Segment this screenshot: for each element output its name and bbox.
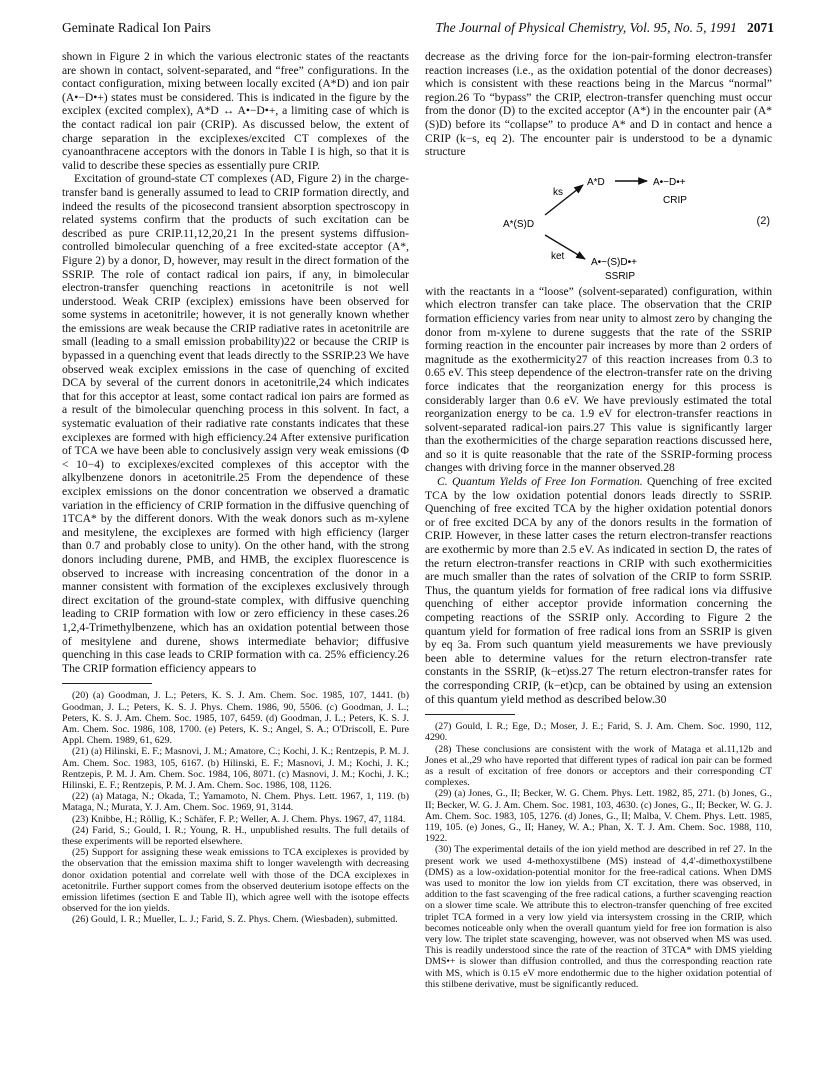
footnotes-left xyxy=(62,690,409,925)
rate-ks: ks xyxy=(553,186,563,198)
body-paragraph: shown in Figure 2 in which the various electronic states of the reactants are shown in contact, solvent-separated, and “free” configurations. In the contact configuration, mixing between locally excited (A*D) and ion pair (A•−D•+) states must be considered. This is indicated in the figure by the exciplex (excited complex), A*D ↔ A•−D•+, a limiting case of which is the contact radical ion pair (CRIP). As discussed below, the extent of charge separation in the exciplexes/excited CT complexes of the cyanoanthracene acceptors with the donors in Table I is high, so that it is valid to describe these species as essentially pure CRIP. xyxy=(62,50,409,172)
section-text: Quenching of free excited TCA by the low oxidation potential donors leads directly to SSRIP. Quenching of free excited TCA by the higher oxidation potential donors or of free excited DCA by any of the donors results in the formation of CRIP. However, in these latter cases the return electron-transfer reactions are exothermic by more than 2.5 eV. As indicated in section D, the rates of the return electron-transfer reactions in CRIP with such exothermicities are much smaller than the rates of solvation of the CRIP to form SSRIP. Thus, the quantum yields for formation of free radical ions via diffusive quenching of either acceptor provide information concerning the competing reactions of the SSRIP only. According to Figure 2 the quantum yield for formation of free radical ions from an SSRIP is given by eq 3a. From such quantum yield measurements we have previously been able to determine values for the return electron-transfer rate constants in the SSRIP, (k−et)ss.27 The return electron-transfer rates for the corresponding CRIP, (k−et)cp, can be obtained by using an extension of this quantum yield method as described below.30 xyxy=(425,475,772,706)
footnote: (30) The experimental details of the ion yield method are described in ref 27. In the present work we used 4-methoxystilbene (MS) instead of 4,4′-dimethoxystilbene (DMS) as a low-oxidation-potential monitor for the free-radical cations. When DMS was used to monitor the low ion yields from CT excitation, there was observed, in addition to the fast scavenging of the free radical cations, a further scavenging reaction on a slower time scale. We attribute this to electron-transfer quenching of free excited triplet TCA formed in a very low yield via intersystem crossing in the CRIP, which becomes noticeable only when the overall quantum yield for free ion formation is also very low. The triplet state scavenging, however, was not observed when MS was used. This is readily understood since the rate of the reaction of 3TCA* with DMS yielding DMS•+ is slower than diffusion controlled, and thus the corresponding reaction rate with MS, which is 0.15 eV more endothermic due to the higher oxidation potential of this stilbene derivative, must be significantly reduced. xyxy=(425,844,772,990)
journal-citation xyxy=(435,20,774,36)
right-column xyxy=(425,50,772,990)
footnote: (24) Farid, S.; Gould, I. R.; Young, R. H., unpublished results. The full details of these experiments will be reported elsewhere. xyxy=(62,824,409,847)
footnote: (29) (a) Jones, G., II; Becker, W. G. Chem. Phys. Lett. 1982, 85, 271. (b) Jones, G., II; Becker, W. G. J. Am. Chem. Soc. 1981, 103, 4630. (c) Jones, G., II; Becker, W. G. J. Am. Chem. Soc. 1983, 105, 1276. (d) Jones, G., II; Malba, V. Chem. Phys. Lett. 1985, 119, 105. (e) Jones, G., II; Haney, W. A.; Phan, X. T. J. Am. Chem. Soc. 1988, 110, 1922. xyxy=(425,788,772,845)
running-title: Geminate Radical Ion Pairs xyxy=(62,20,211,35)
footnote-rule xyxy=(425,714,515,715)
page-header xyxy=(62,20,774,40)
equation-number: (2) xyxy=(756,214,770,227)
section-heading: C. Quantum Yields of Free Ion Formation. xyxy=(437,475,643,489)
footnotes-right xyxy=(425,721,772,990)
scheme-upper-mid: A*D xyxy=(587,176,605,188)
footnote-rule xyxy=(62,683,152,684)
scheme-diagram xyxy=(425,163,745,281)
label-crip: CRIP xyxy=(663,194,687,206)
body-paragraph: with the reactants in a “loose” (solvent-separated) configuration, within which electron transfer can take place. The observation that the CRIP formation efficiency varies from near unity to almost zero by changing the donor from m-xylene to durene suggests that the rate of the SSRIP forming reaction in the encounter pair increases by more than 2 orders of magnitude as the exothermicity27 of this reaction increases from 0.3 to 0.65 eV. This steep dependence of the electron-transfer rate on the driving force indicates that the reorganization energy for this process is considerably larger than 0.6 eV. We have previously estimated the total reorganization energy to be ca. 1.9 eV for electron-transfer reactions in solvent-separated radical-ion pairs.27 This value is significantly larger than the exothermicities of the charge separation reactions discussed here, and so it is quite reasonable that the rate of the SSRIP-forming process changes with driving force in the manner observed.28 xyxy=(425,284,772,475)
footnote: (21) (a) Hilinski, E. F.; Masnovi, J. M.; Amatore, C.; Kochi, J. K.; Rentzepis, P. M. J. Am. Chem. Soc. 1983, 105, 6167. (b) Hilinski, E. F.; Masnovi, J. M.; Kochi, J. K.; Rentzepis, P. M. J. Am. Chem. Soc. 1984, 106, 8071. (c) Masnovi, J. M.; Kochi, J. K.; Hilinski, E. F.; Rentzepis, P. M. J. Am. Chem. Soc. 1986, 108, 1126. xyxy=(62,746,409,791)
scheme-upper-end: A•−D•+ xyxy=(653,176,686,188)
body-paragraph: Excitation of ground-state CT complexes (AD, Figure 2) in the charge-transfer band is generally assumed to lead to CRIP formation directly, and indeed the results of the picosecond transient absorption spectroscopy in related systems confirm that the products of such excitation can be described as pure CRIP.11,12,20,21 In the present systems diffusion-controlled bimolecular quenching of a free excited-state acceptor (A*, Figure 2) by a donor, D, however, may result in the direct formation of the SSRIP. The role of contact radical ion pairs, if any, in bimolecular electron-transfer quenching reactions in acetonitrile is not well understood. Weak CRIP (exciplex) emissions have been observed for some systems in acetonitrile; however, it is not generally known whether the emissions are weak because the CRIP radiative rates in acetonitrile are small (leading to a small emission probability)22 or because the CRIP is bypassed in a quenching event that leads directly to the SSRIP.23 We have observed weak exciplex emissions in the case of quenching of excited DCA by several of the current donors in acetonitrile,24 which indicates that for this acceptor at least, some contact radical ion pairs are formed as a result of the bimolecular quenching process in this solvent. In fact, a systematic evaluation of their radiative rate constants indicates that these exciplexes are formed with high efficiency.24 After extensive purification of TCA we have been able to conclusively assign very weak emissions (Φ < 10−4) to exciplexes/excited complexes of this acceptor with the alkylbenzene donors in acetonitrile.25 From the dependence of these exciplex emissions on the donor concentration we observed a dramatic variation in the efficiency of CRIP formation in the diffusive quenching of 1TCA* by the different donors. With the weak donors such as m-xylene and mesitylene, the exciplexes are formed with high efficiency (larger than 0.7 and probably close to unity). On the other hand, with the strong donors including durene, PMB, and HMB, the exciplex fluorescence is observed to increase with increasing concentration of the donor in a manner consistent with formation of the exciplexes exclusively through direct excitation of the ground-state complex, with diffusive quenching leading to CRIP formation with low or zero efficiency in these cases.26 1,2,4-Trimethylbenzene, which has an oxidation potential between those of mesitylene and durene, shows intermediate behavior; diffusive quenching in this case leads to CRIP formation with ca. 25% efficiency.26 The CRIP formation efficiency appears to xyxy=(62,172,409,675)
scheme-start: A*(S)D xyxy=(503,218,535,230)
journal-name: The Journal of Physical Chemistry, Vol. 95, No. 5, 1991 xyxy=(435,20,737,35)
footnote: (25) Support for assigning these weak emissions to TCA exciplexes is provided by the observation that the emission maxima shift to longer wavelength with decreasing donor oxidation potential and correlate well with those of the DCA exciplexes in acetonitrile. Further support comes from the observed deuterium isotope effects on the emission lifetimes (section E and Table II), which agree well with the isotope effects observed for the ion yields. xyxy=(62,847,409,915)
body-paragraph: decrease as the driving force for the ion-pair-forming electron-transfer reaction increases (i.e., as the oxidation potential of the donor decreases) which is consistent with these reactions being in the Marcus “normal” region.26 To “bypass” the CRIP, electron-transfer quenching must occur from the donor (D) to the excited acceptor (A*) in the encounter pair (A*(S)D) before its “collapse” to produce A* and D in contact and hence a CRIP (k−s, eq 2). The encounter pair is understood to be a dynamic structure xyxy=(425,50,772,159)
footnote: (26) Gould, I. R.; Mueller, L. J.; Farid, S. Z. Phys. Chem. (Wiesbaden), submitted. xyxy=(72,914,398,926)
footnote: (23) Knibbe, H.; Röllig, K.; Schäfer, F. P.; Weller, A. J. Chem. Phys. 1967, 47, 1184. xyxy=(72,813,406,825)
scheme-lower-end: A•−(S)D•+ xyxy=(591,256,637,268)
footnote: (20) (a) Goodman, J. L.; Peters, K. S. J. Am. Chem. Soc. 1985, 107, 1441. (b) Goodman, J. L.; Peters, K. S. J. Phys. Chem. 1986, 90, 5506. (c) Goodman, J. L.; Peters, K. S. J. Am. Chem. Soc. 1985, 107, 6459. (d) Goodman, J. L.; Peters, K. S. J. Am. Chem. Soc. 1986, 108, 1700. (e) Peters, K. S.; Angel, S. A.; O'Driscoll, E. Pure Appl. Chem. 1989, 61, 629. xyxy=(62,690,409,747)
section-paragraph xyxy=(425,475,772,706)
left-column xyxy=(62,50,409,926)
rate-ket: ket xyxy=(551,250,565,262)
arrow-upper xyxy=(545,185,583,215)
page-number: 2071 xyxy=(747,20,774,35)
footnote: (22) (a) Mataga, N.; Okada, T.; Yamamoto, N. Chem. Phys. Lett. 1967, 1, 119. (b) Mataga, N.; Murata, Y. J. Am. Chem. Soc. 1969, 91, 3144. xyxy=(62,791,409,814)
label-ssrip: SSRIP xyxy=(605,270,636,281)
footnote: (27) Gould, I. R.; Ege, D.; Moser, J. E.; Farid, S. J. Am. Chem. Soc. 1990, 112, 4290. xyxy=(425,721,772,744)
footnote: (28) These conclusions are consistent with the work of Mataga et al.11,12b and Jones et al.,29 who have reported that different types of radical ion pair can be formed as a result of excitation of free donors or acceptors and their corresponding CT complexes. xyxy=(425,743,772,789)
reaction-scheme xyxy=(425,163,772,281)
